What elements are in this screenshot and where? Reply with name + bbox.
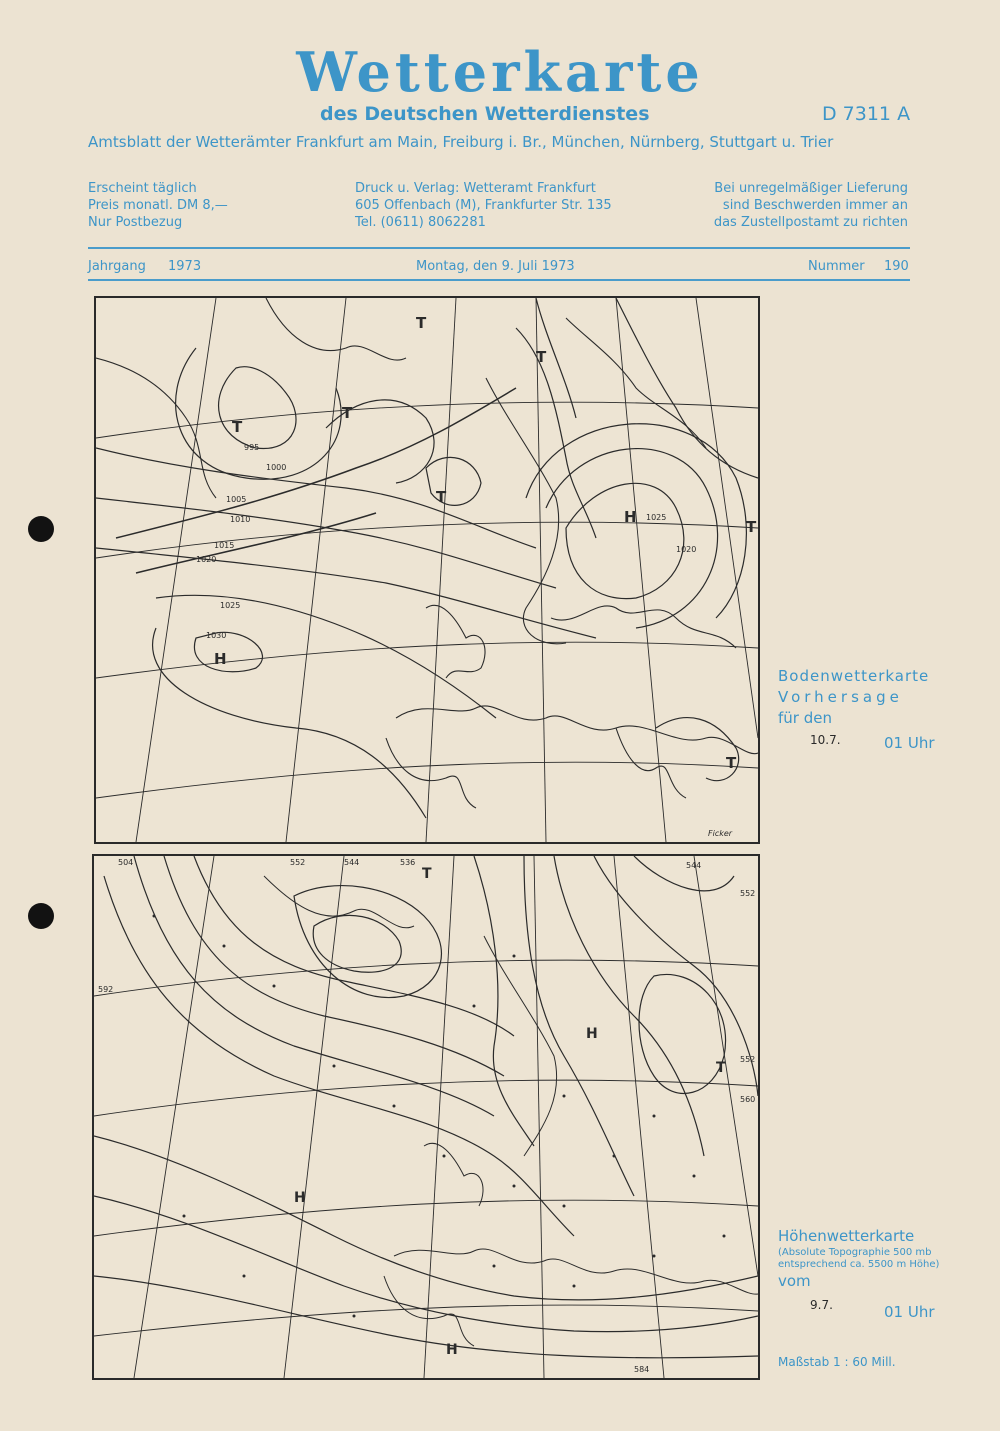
surface-map-caption bbox=[778, 666, 929, 729]
isobar-label: 1005 bbox=[226, 495, 247, 504]
nummer-label: Nummer bbox=[808, 259, 865, 274]
map-scale: Maßstab 1 : 60 Mill. bbox=[778, 1355, 896, 1369]
isobar-label: 1015 bbox=[214, 541, 235, 550]
info-right bbox=[712, 180, 908, 231]
high-center-label: H bbox=[446, 1342, 458, 1358]
low-center-label: T bbox=[342, 404, 353, 422]
high-center-label: H bbox=[294, 1190, 306, 1206]
info-center bbox=[355, 180, 612, 231]
isobar-label: 1020 bbox=[196, 555, 217, 564]
isobar-label: 1025 bbox=[220, 601, 241, 610]
info-line: Tel. (0611) 8062281 bbox=[355, 215, 486, 230]
info-line: Bei unregelmäßiger Lieferung bbox=[714, 181, 908, 196]
surface-coastlines bbox=[96, 298, 758, 808]
isobar-label: 1010 bbox=[230, 515, 251, 524]
isobar-label: 1030 bbox=[206, 631, 227, 640]
low-center-label: T bbox=[422, 866, 432, 882]
masthead-subtitle: des Deutschen Wetterdienstes bbox=[320, 103, 650, 125]
surface-pressure-centers bbox=[214, 314, 757, 772]
header-rule-top bbox=[88, 247, 910, 249]
info-line: sind Beschwerden immer an bbox=[722, 198, 908, 213]
info-line: das Zustellpostamt zu richten bbox=[713, 215, 908, 230]
contour-label: 536 bbox=[400, 858, 416, 867]
low-center-label: T bbox=[716, 1060, 726, 1076]
caption-line: Höhenwetterkarte bbox=[778, 1227, 915, 1245]
upper-graticule bbox=[94, 856, 758, 1378]
caption-line: für den bbox=[778, 709, 832, 727]
info-line: Erscheint täglich bbox=[88, 181, 197, 196]
caption-line: (Absolute Topographie 500 mb bbox=[778, 1247, 932, 1258]
upper-contours bbox=[94, 856, 758, 1358]
header-rule-bottom bbox=[88, 279, 910, 281]
upper-map-time: 01 Uhr bbox=[884, 1303, 935, 1321]
masthead-title: Wetterkarte bbox=[296, 40, 704, 104]
surface-weather-map bbox=[94, 296, 760, 844]
contour-label: 592 bbox=[98, 985, 114, 994]
low-center-label: T bbox=[746, 518, 757, 536]
contour-label: 552 bbox=[740, 1055, 756, 1064]
jahrgang-label: Jahrgang bbox=[88, 259, 146, 274]
issue-date: Montag, den 9. Juli 1973 bbox=[416, 259, 575, 274]
caption-line: Bodenwetterkarte bbox=[778, 667, 930, 685]
isobar-label: 1025 bbox=[646, 513, 667, 522]
info-line: Preis monatl. DM 8,— bbox=[88, 198, 228, 213]
jahrgang-value: 1973 bbox=[168, 259, 202, 274]
offices-line: Amtsblatt der Wetterämter Frankfurt am Main, Freiburg i. Br., München, Nürnberg, Stuttgart u. Trier bbox=[88, 133, 834, 151]
low-center-label: T bbox=[726, 754, 737, 772]
isobar-label: 1020 bbox=[676, 545, 697, 554]
contour-label: 544 bbox=[344, 858, 360, 867]
isobar-label: 1000 bbox=[266, 463, 287, 472]
caption-line: vom bbox=[778, 1272, 811, 1290]
upper-map-caption bbox=[778, 1226, 939, 1292]
contour-label: 544 bbox=[686, 861, 702, 870]
info-line: Nur Postbezug bbox=[88, 215, 183, 230]
punch-hole-bottom bbox=[28, 903, 54, 929]
map-signature: Ficker bbox=[708, 829, 733, 838]
isobar-label: 995 bbox=[244, 443, 260, 452]
low-center-label: T bbox=[436, 488, 447, 506]
surface-map-date: 10.7. bbox=[810, 733, 841, 747]
low-center-label: T bbox=[416, 314, 427, 332]
contour-label: 584 bbox=[634, 1365, 650, 1374]
info-left bbox=[88, 180, 228, 231]
upper-air-map bbox=[92, 854, 760, 1380]
upper-map-date: 9.7. bbox=[810, 1298, 833, 1312]
contour-label: 552 bbox=[290, 858, 306, 867]
high-center-label: H bbox=[214, 650, 227, 668]
contour-label: 552 bbox=[740, 889, 756, 898]
contour-label: 560 bbox=[740, 1095, 756, 1104]
caption-line: entsprechend ca. 5500 m Höhe) bbox=[778, 1259, 940, 1270]
info-line: Druck u. Verlag: Wetteramt Frankfurt bbox=[355, 181, 596, 196]
info-line: 605 Offenbach (M), Frankfurter Str. 135 bbox=[355, 198, 612, 213]
contour-label: 504 bbox=[118, 858, 134, 867]
nummer-value: 190 bbox=[884, 259, 909, 274]
low-center-label: T bbox=[536, 348, 547, 366]
publication-code: D 7311 A bbox=[822, 103, 911, 125]
surface-map-time: 01 Uhr bbox=[884, 734, 935, 752]
upper-map-drawing bbox=[94, 856, 758, 1378]
high-center-label: H bbox=[586, 1026, 598, 1042]
caption-line: Vorhersage bbox=[778, 688, 903, 706]
low-center-label: T bbox=[232, 418, 243, 436]
surface-map-drawing bbox=[96, 298, 758, 842]
punch-hole-top bbox=[28, 516, 54, 542]
high-center-label: H bbox=[624, 508, 637, 526]
